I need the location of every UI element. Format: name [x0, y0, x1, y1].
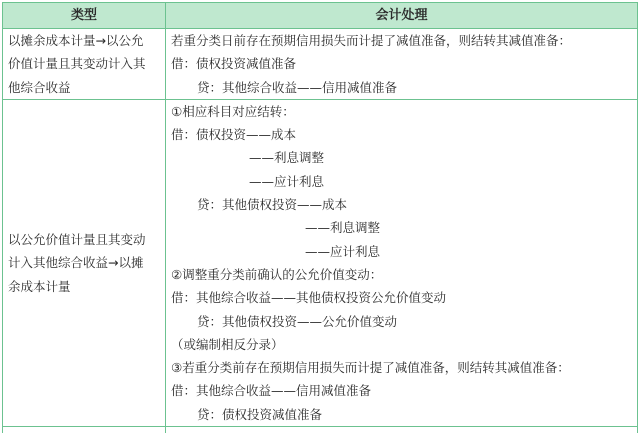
- entry-line: 借：其他综合收益——其他债权投资公允价值变动: [171, 290, 447, 306]
- table-row: [3, 29, 638, 100]
- entry-line: ——利息调整: [305, 220, 381, 236]
- entry-line: 借：债权投资——成本: [171, 127, 297, 143]
- header-accounting: 会计处理: [166, 3, 638, 29]
- type-line: 价值计量且其变动计入其: [8, 56, 146, 72]
- entry-line: ——利息调整: [249, 150, 325, 166]
- header-row: [3, 3, 638, 29]
- type-line: 以公允价值计量且其变动: [8, 232, 146, 248]
- type-line: 计入其他综合收益→以摊: [8, 255, 144, 271]
- entry-line: ①相应科目对应结转：: [171, 103, 295, 119]
- entry-line: 若重分类日前存在预期信用损失而计提了减值准备，则结转其减值准备：: [171, 33, 572, 48]
- type-line: 以摊余成本计量→以公允: [8, 33, 144, 48]
- entry-line: 借：债权投资减值准备: [171, 56, 297, 72]
- entry-line: 贷：其他综合收益——信用减值准备: [197, 79, 398, 95]
- entry-line: ③若重分类前存在预期信用损失而计提了减值准备，则结转其减值准备：: [171, 360, 570, 376]
- entry-line: ——应计利息: [305, 243, 381, 259]
- type-cell: [3, 99, 166, 426]
- entry-line: 贷：其他债权投资——公允价值变动: [197, 313, 398, 329]
- accounting-cell-empty: [166, 427, 638, 434]
- entry-line: 借：其他综合收益——信用减值准备: [171, 383, 372, 399]
- entry-line: 贷：债权投资减值准备: [197, 406, 323, 422]
- entry-line: ②调整重分类前确认的公允价值变动：: [171, 266, 383, 282]
- type-cell-empty: [3, 427, 166, 434]
- entry-line: 贷：其他债权投资——成本: [197, 197, 348, 213]
- table-row-cutoff: [3, 427, 638, 434]
- header-type: 类型: [3, 3, 166, 29]
- type-line: 余成本计量: [8, 278, 71, 294]
- table-row: [3, 99, 638, 426]
- type-cell: [3, 29, 166, 100]
- accounting-cell: [166, 29, 638, 100]
- entry-line: ——应计利息: [249, 173, 325, 189]
- entry-line: （或编制相反分录）: [171, 336, 284, 352]
- accounting-cell: [166, 99, 638, 426]
- type-line: 他综合收益: [8, 79, 71, 95]
- accounting-table: [2, 2, 638, 433]
